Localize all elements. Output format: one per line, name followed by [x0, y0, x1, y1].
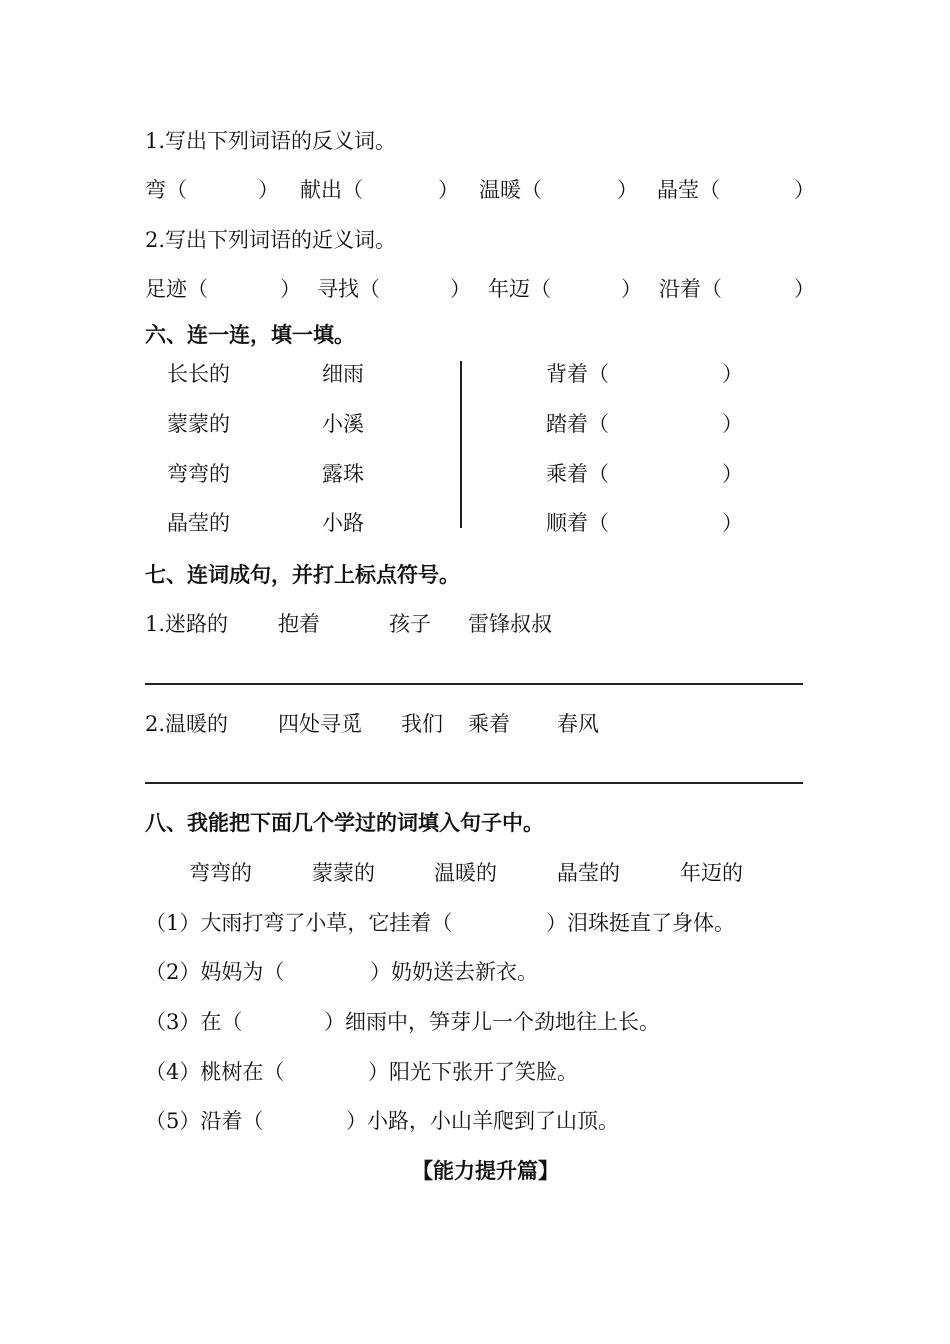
antonym-word-2: 献出（ [300, 178, 363, 202]
sentence-before-blank: （4）桃树在（ [145, 1060, 285, 1084]
antonym-row [0, 177, 950, 203]
synonym-instruction: 2.写出下列词语的近义词。 [145, 228, 397, 252]
word-bank-item: 蒙蒙的 [312, 861, 375, 885]
synonym-blank-4-close: ） [794, 277, 815, 301]
word-chip: 乘着 [468, 712, 510, 736]
sentence-2-words [0, 711, 950, 737]
word-chip: 抱着 [278, 612, 320, 636]
fill-blank-close: ） [722, 412, 743, 436]
synonym-word-1: 足迹（ [145, 277, 208, 301]
match-row-4 [0, 510, 950, 536]
fill-word: 背着（ [546, 362, 609, 386]
sentence-1-words [0, 611, 950, 637]
fill-sentence-3 [0, 1009, 950, 1035]
match-row-1 [0, 361, 950, 387]
match-right-word: 小溪 [322, 412, 364, 436]
word-chip: 2.温暖的 [145, 712, 229, 736]
sentence-after-blank: ）阳光下张开了笑脸。 [368, 1060, 578, 1084]
section-7-heading: 七、连词成句，并打上标点符号。 [145, 563, 460, 587]
synonym-blank-1-close: ） [280, 277, 301, 301]
sentence-before-blank: （1）大雨打弯了小草，它挂着（ [145, 911, 453, 935]
word-bank [0, 860, 950, 886]
word-bank-item: 温暖的 [434, 861, 497, 885]
synonym-word-2: 寻找（ [317, 277, 380, 301]
match-right-word: 露珠 [322, 462, 364, 486]
fill-sentence-1 [0, 910, 950, 936]
antonym-word-3: 温暖（ [479, 178, 542, 202]
sentence-before-blank: （5）沿着（ [145, 1109, 264, 1133]
answer-line-1[interactable] [145, 683, 803, 685]
fill-sentence-4 [0, 1059, 950, 1085]
synonym-word-4: 沿着（ [659, 277, 722, 301]
antonym-word-4: 晶莹（ [657, 178, 720, 202]
column-divider [460, 361, 462, 528]
word-chip: 孩子 [389, 612, 431, 636]
word-chip: 1.迷路的 [145, 612, 229, 636]
sentence-before-blank: （2）妈妈为（ [145, 960, 285, 984]
fill-word: 踏着（ [546, 412, 609, 436]
answer-line-2[interactable] [145, 782, 803, 784]
fill-word: 顺着（ [546, 511, 609, 535]
word-bank-item: 晶莹的 [557, 861, 620, 885]
synonym-blank-2-close: ） [450, 277, 471, 301]
section-8-heading: 八、我能把下面几个学过的词填入句子中。 [145, 811, 544, 835]
section-footer-heading: 【能力提升篇】 [412, 1159, 559, 1183]
word-chip: 我们 [401, 712, 443, 736]
sentence-after-blank: ）泪珠挺直了身体。 [546, 911, 735, 935]
antonym-blank-2-close: ） [438, 178, 459, 202]
fill-sentence-2 [0, 959, 950, 985]
word-chip: 四处寻觅 [278, 712, 362, 736]
antonym-blank-1-close: ） [258, 178, 279, 202]
antonym-instruction: 1.写出下列词语的反义词。 [145, 129, 397, 153]
fill-blank-close: ） [722, 511, 743, 535]
match-row-3 [0, 461, 950, 487]
match-right-word: 细雨 [322, 362, 364, 386]
synonym-row [0, 276, 950, 302]
fill-sentence-5 [0, 1108, 950, 1134]
sentence-after-blank: ）细雨中，笋芽儿一个劲地往上长。 [324, 1010, 660, 1034]
synonym-word-3: 年迈（ [488, 277, 551, 301]
match-left-word: 晶莹的 [167, 511, 230, 535]
synonym-blank-3-close: ） [621, 277, 642, 301]
antonym-blank-4-close: ） [794, 178, 815, 202]
word-bank-item: 弯弯的 [189, 861, 252, 885]
fill-blank-close: ） [722, 362, 743, 386]
fill-word: 乘着（ [546, 462, 609, 486]
sentence-after-blank: ）小路，小山羊爬到了山顶。 [346, 1109, 619, 1133]
sentence-after-blank: ）奶奶送去新衣。 [370, 960, 538, 984]
match-left-word: 蒙蒙的 [167, 412, 230, 436]
match-left-word: 长长的 [167, 362, 230, 386]
fill-blank-close: ） [722, 462, 743, 486]
match-right-word: 小路 [322, 511, 364, 535]
sentence-before-blank: （3）在（ [145, 1010, 243, 1034]
word-bank-item: 年迈的 [680, 861, 743, 885]
match-row-2 [0, 411, 950, 437]
antonym-word-1: 弯（ [145, 178, 187, 202]
word-chip: 春风 [557, 712, 599, 736]
antonym-blank-3-close: ） [617, 178, 638, 202]
word-chip: 雷锋叔叔 [468, 612, 552, 636]
match-left-word: 弯弯的 [167, 462, 230, 486]
section-6-heading: 六、连一连，填一填。 [145, 323, 355, 347]
